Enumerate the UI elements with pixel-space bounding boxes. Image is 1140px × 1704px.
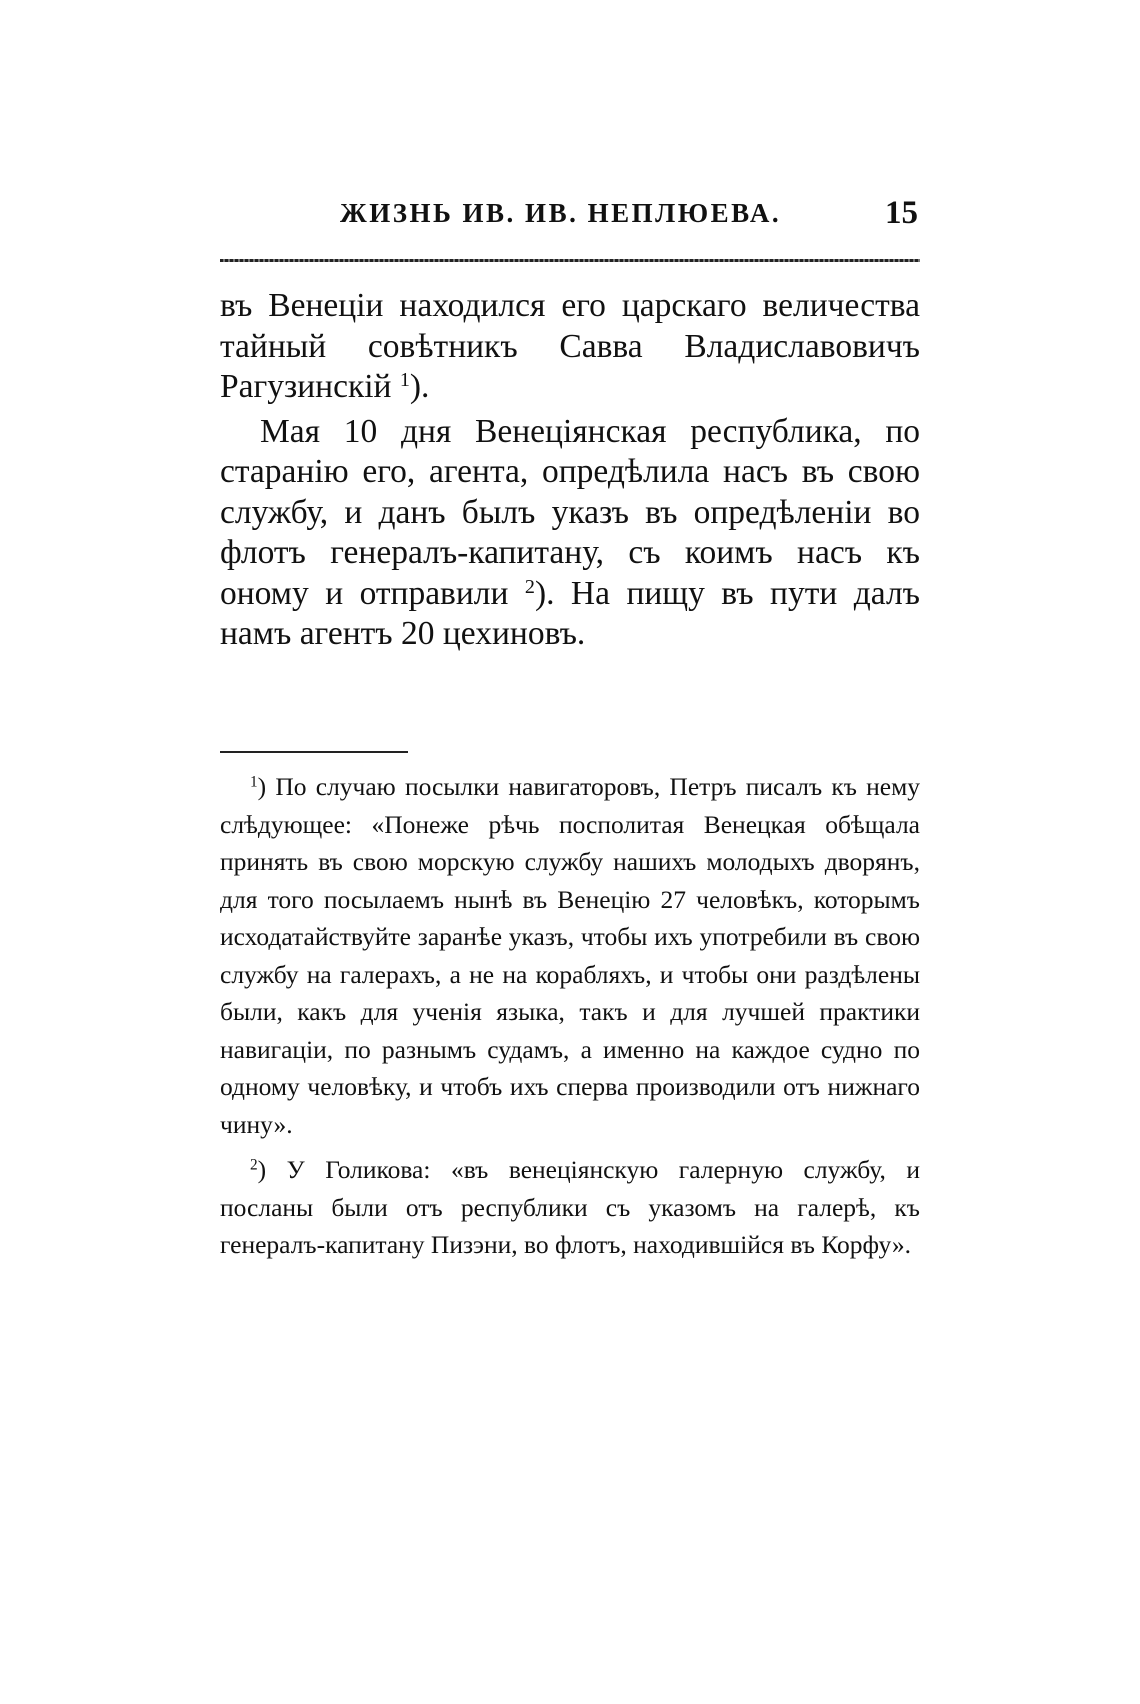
paragraph-2 (220, 412, 920, 655)
page-number: 15 (885, 195, 918, 231)
running-head (220, 193, 920, 233)
paragraph-2-text: Мая 10 дня Венеціянская республика, по старанію его, агента, опредѣлила насъ въ свою службу, и данъ былъ указъ въ опредѣленіи во флотъ генералъ-капитану, съ коимъ насъ къ оному и отправили (220, 412, 920, 612)
book-page (220, 0, 920, 1704)
note-ref-2: 2 (524, 575, 535, 598)
header-rule (220, 259, 920, 262)
footnote-2-marker: 2 (250, 1156, 258, 1174)
footnote-2-text: ) У Голикова: «въ венеціянскую галерную службу, и посланы были отъ республики съ указомъ на галерѣ, къ генералъ-капитану Пизэни, во флотъ, находившійся въ Корфу». (220, 1155, 920, 1259)
running-title: ЖИЗНЬ ИВ. ИВ. НЕПЛЮЕВА. (340, 198, 782, 228)
paragraph-1-tail: ). (409, 368, 430, 405)
paragraph-1 (220, 286, 920, 408)
footnote-rule (220, 751, 408, 753)
note-ref-1: 1 (399, 368, 410, 391)
footnotes (220, 768, 920, 1264)
footnote-1 (220, 768, 920, 1143)
main-text (220, 286, 920, 655)
footnote-2 (220, 1151, 920, 1264)
footnote-1-marker: 1 (250, 773, 258, 791)
paragraph-2-tail: ). На пищу въ пути далъ намъ агентъ 20 цехиновъ. (220, 574, 920, 652)
paragraph-1-text: въ Венеціи находился его царскаго величества тайный совѣтникъ Савва Владиславовичъ Рагузинскій (220, 287, 920, 405)
footnote-1-text: ) По случаю посылки навигаторовъ, Петръ писалъ къ нему слѣдующее: «Понеже рѣчь посполитая Венецкая обѣщала принять въ свою морскую службу нашихъ молодыхъ дворянъ, для того посылаемъ нынѣ въ Венецію 27 человѣкъ, которымъ исходатайствуйте заранѣе указъ, чтобы ихъ употребили въ свою службу на галерахъ, а не на корабляхъ, и чтобы они раздѣлены были, какъ для ученія языка, такъ и для лучшей практики навигаціи, по разнымъ судамъ, а именно на каждое судно по одному человѣку, и чтобъ ихъ сперва производили отъ нижнаго чину». (220, 772, 920, 1139)
